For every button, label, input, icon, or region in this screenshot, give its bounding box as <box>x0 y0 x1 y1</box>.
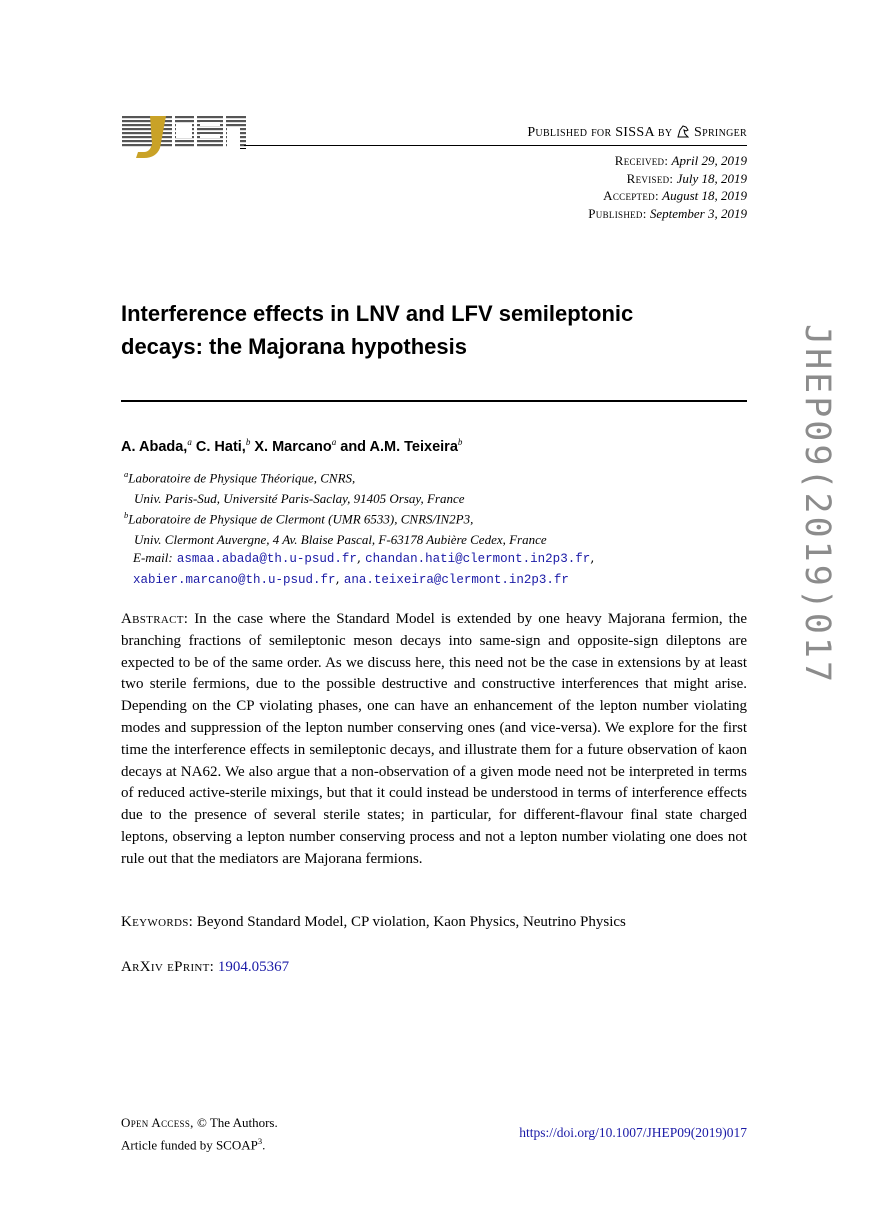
abstract <box>121 609 747 871</box>
title-rule <box>121 400 747 402</box>
author: and A.M. Teixeira <box>340 438 458 455</box>
publisher-prefix: Published for SISSA by <box>527 125 673 140</box>
publication-dates <box>588 152 747 222</box>
affiliation-a: $^a$Laboratoire de Physique Théorique, CNRS, Univ. Paris-Sud, Université Paris-Saclay, 91405 Orsay, France <box>124 469 465 507</box>
date-revised: Revised: July 18, 2019 <box>626 170 747 186</box>
arxiv-eprint <box>121 959 289 976</box>
keywords-label: Keywords: <box>121 914 194 930</box>
keywords <box>121 914 626 931</box>
date-accepted: Accepted: August 18, 2019 <box>603 188 747 203</box>
funding-text: Article funded by SCOAP <box>121 1137 258 1153</box>
publisher-line <box>527 124 747 141</box>
date-published: Published: September 3, 2019 <box>588 205 747 221</box>
abstract-text: In the case where the Standard Model is extended by one heavy Majorana fermion, the branching fractions of semileptonic meson decays into same-sign and opposite-sign dileptons are expected to be of the same order. As we discuss here, this need not be the case in extensions by at least two sterile fermions, due to the possible destructive and constructive interferences that might arise. Depending on the CP violating phases, one can have an enhancement of the lepton number violating modes and suppression of the lepton number conserving ones (and vice-versa). We explore for the first time the interference effects in semileptonic decays, and illustrate them for a future observation of kaon decays at NA62. We also argue that a non-observation of a given mode need not be interpreted in terms of reduced active-sterile mixings, but that it could instead be understood in terms of interference effects due to the presence of several sterile states; in particular, for different-flavour final state charged leptons, observing a lepton number conserving process and not a lepton number violating one does not rule out that the mediators are Majorana fermions. <box>121 611 748 867</box>
email-label: E-mail: <box>133 550 173 565</box>
author: A. Abada, <box>121 438 188 455</box>
publisher-name: Springer <box>694 125 747 140</box>
abstract-label: Abstract: <box>121 611 189 627</box>
email-line-2: xabier.marcano@th.u-psud.fr, ana.teixeira@clermont.in2p3.fr <box>133 572 569 587</box>
keywords-text: Beyond Standard Model, CP violation, Kaon Physics, Neutrino Physics <box>196 914 626 930</box>
author: C. Hati, <box>195 438 246 455</box>
email-link[interactable]: ana.teixeira@clermont.in2p3.fr <box>343 573 569 587</box>
author-list: A. Abada,$^a$ C. Hati,$^b$ X. Marcano$^a$ and A.M. Teixeira$^b$ <box>121 437 463 455</box>
email-link[interactable]: chandan.hati@clermont.in2p3.fr <box>365 552 591 566</box>
arxiv-label: ArXiv ePrint: <box>121 959 215 975</box>
paper-title: Interference effects in LNV and LFV semileptonic decays: the Majorana hypothesis <box>121 301 634 359</box>
email-line-1: E-mail: asmaa.abada@th.u-psud.fr, chandan.hati@clermont.in2p3.fr, <box>133 550 595 566</box>
open-access-label: Open Access, <box>121 1115 194 1130</box>
side-article-id: JHEP09(2019)017 <box>797 324 837 686</box>
arxiv-link[interactable]: 1904.05367 <box>217 959 290 975</box>
footer-license: Open Access, © The Authors. Article funded by SCOAP$^3$. <box>121 1115 278 1153</box>
affiliation-b: $^b$Laboratoire de Physique de Clermont (UMR 6533), CNRS/IN2P3, Univ. Clermont Auvergne, 4 Av. Blaise Pascal, F-63178 Aubière Cedex, France <box>124 510 547 548</box>
jhep-logo <box>120 114 246 160</box>
header-rule <box>244 145 747 146</box>
email-link[interactable]: xabier.marcano@th.u-psud.fr <box>133 573 336 587</box>
doi-link[interactable]: https://doi.org/10.1007/JHEP09(2019)017 <box>519 1125 747 1140</box>
date-received: Received: April 29, 2019 <box>614 153 747 168</box>
copyright-text: © The Authors. <box>196 1115 278 1130</box>
email-link[interactable]: asmaa.abada@th.u-psud.fr <box>176 552 357 566</box>
author: X. Marcano <box>254 438 332 455</box>
springer-horse-icon <box>676 124 690 138</box>
